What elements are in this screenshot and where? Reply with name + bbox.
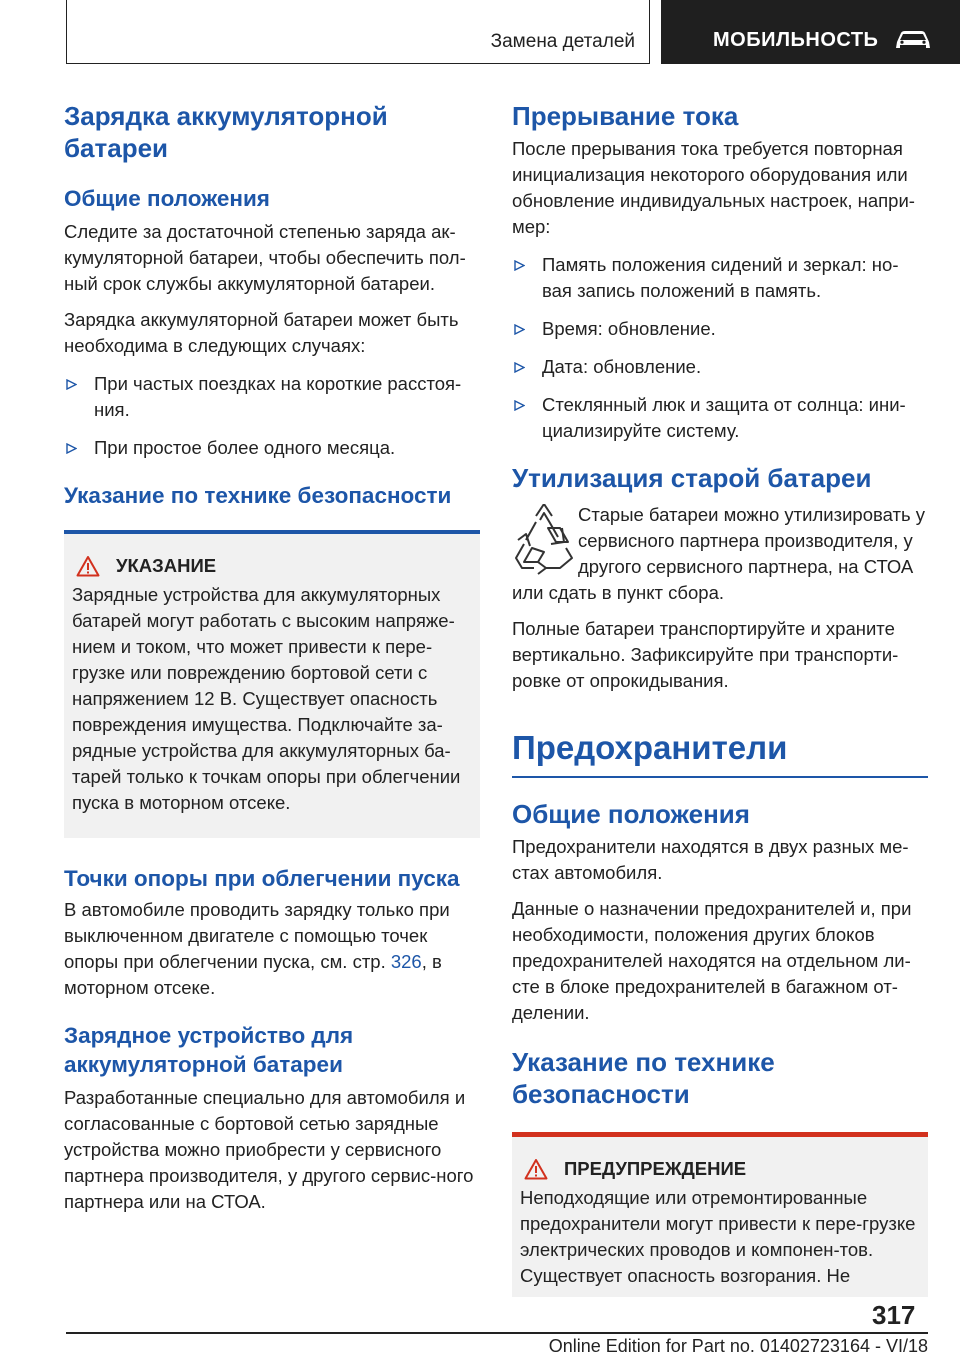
paragraph: Зарядка аккумуляторной батареи может быть необходима в следующих случаях: — [64, 309, 459, 356]
heading-battery-disposal: Утилизация старой батареи — [512, 463, 872, 493]
footer-edition: Online Edition for Part no. 01402723164 - VI/18 — [548, 1336, 928, 1356]
list-item-text: Память положения сидений и зеркал: но-вая запись положений в память. — [542, 254, 899, 301]
paragraph — [64, 897, 480, 1001]
paragraph-text: , в моторном отсеке. — [64, 951, 442, 998]
section-divider — [512, 776, 928, 778]
paragraph-text: В автомобиле проводить зарядку только при выключенном двигателе с помощью точек опоры при облегчении пуска, см. стр. — [64, 899, 450, 972]
paragraph: Следите за достаточной степенью заряда ак-кумуляторной батареи, чтобы обеспечить пол-ный срок службы аккумуляторной батареи. — [64, 221, 466, 294]
warning-triangle-icon — [524, 1158, 548, 1180]
list-item — [64, 435, 480, 461]
triangle-bullet-icon — [66, 443, 77, 454]
paragraph: Предохранители находятся в двух разных ме-стах автомобиля. — [512, 835, 909, 883]
heading-fuses: Предохранители — [512, 729, 788, 766]
list-item — [512, 354, 928, 380]
paragraph-text: Старые батареи можно утилизировать у сервисного партнера производителя, у другого сервисного партнера, на СТОА или сдать в пункт сбора. — [512, 504, 925, 603]
paragraph-with-icon — [512, 502, 928, 606]
list-item — [512, 392, 928, 444]
triangle-bullet-icon — [514, 260, 525, 271]
heading-jump-start-points: Точки опоры при облегчении пуска — [64, 866, 460, 891]
list-item-text: При простое более одного месяца. — [94, 437, 396, 458]
section-title: Замена деталей — [490, 31, 635, 52]
footer-divider — [66, 1332, 928, 1334]
warning-label: ПРЕДУПРЕЖДЕНИЕ — [564, 1157, 747, 1179]
list-item-text: Дата: обновление. — [542, 356, 702, 377]
list-item — [64, 371, 480, 423]
header-section-box — [66, 0, 650, 64]
heading-safety: Указание по технике безопасности — [512, 1046, 775, 1109]
list-item-text: Стеклянный люк и защита от солнца: ини-циализируйте систему. — [542, 394, 906, 441]
paragraph: Разработанные специально для автомобиля и согласованные с бортовой сетью зарядные устройства можно приобрести у сервисного партнера производителя, у другого сервис-ного партнера или на СТОА. — [64, 1087, 474, 1212]
paragraph: Данные о назначении предохранителей и, при необходимости, положения других блоков предохранителей находятся на отдельном ли-сте в блоке предохранителей в багажном от-делении. — [512, 897, 912, 1023]
heading-general: Общие положения — [512, 798, 750, 829]
list-item-text: При частых поездках на короткие расстоя-ния. — [94, 373, 462, 420]
recycle-icon — [512, 504, 576, 580]
triangle-bullet-icon — [514, 400, 525, 411]
triangle-bullet-icon — [514, 324, 525, 335]
warning-box — [512, 1137, 928, 1297]
chapter-tab — [661, 0, 960, 64]
heading-power-interruption: Прерывание тока — [512, 101, 739, 131]
notice-text: Зарядные устройства для аккумуляторных батарей могут работать с высоким напряже-нием и током, что может привести к пере-грузке или повреждению бортовой сети с напряжением 12 В. Существует опасность повреждения имущества. Подключайте за-рядные устройства для аккумуляторных ба-тарей только к точкам опоры при облегчении пуска в моторном отсеке. — [72, 584, 461, 813]
list-item-text: Время: обновление. — [542, 318, 716, 339]
paragraph: Полные батареи транспортируйте и храните вертикально. Зафиксируйте при транспорти-ровке от опрокидывания. — [512, 618, 899, 691]
warning-title — [520, 1157, 920, 1181]
car-icon — [893, 29, 933, 51]
paragraph: После прерывания тока требуется повторная инициализация некоторого оборудования или обновление индивидуальных настроек, напри-мер: — [512, 138, 915, 237]
notice-label: УКАЗАНИЕ — [116, 555, 217, 576]
heading-battery-charging: Зарядка аккумуляторной батареи — [64, 101, 388, 163]
triangle-bullet-icon — [66, 379, 77, 390]
list-item — [512, 316, 928, 342]
heading-general: Общие положения — [64, 186, 270, 211]
page-number: 317 — [872, 1300, 916, 1330]
page-link[interactable]: 326 — [390, 951, 422, 972]
heading-battery-charger: Зарядное устройство для аккумуляторной батареи — [64, 1023, 354, 1077]
heading-safety: Указание по технике безопасности — [64, 483, 452, 508]
right-column — [512, 100, 928, 1297]
notice-title — [72, 554, 472, 578]
warning-text: Неподходящие или отремонтированные предохранители могут привести к пере-грузке электрических проводов и компонен-тов. Существует опасность возгорания. Не — [520, 1186, 916, 1286]
notice-box — [64, 534, 480, 838]
warning-triangle-icon — [76, 555, 100, 577]
chapter-title: МОБИЛЬНОСТЬ — [713, 29, 879, 51]
left-column — [64, 100, 480, 1215]
triangle-bullet-icon — [514, 362, 525, 373]
list-item — [512, 252, 928, 304]
